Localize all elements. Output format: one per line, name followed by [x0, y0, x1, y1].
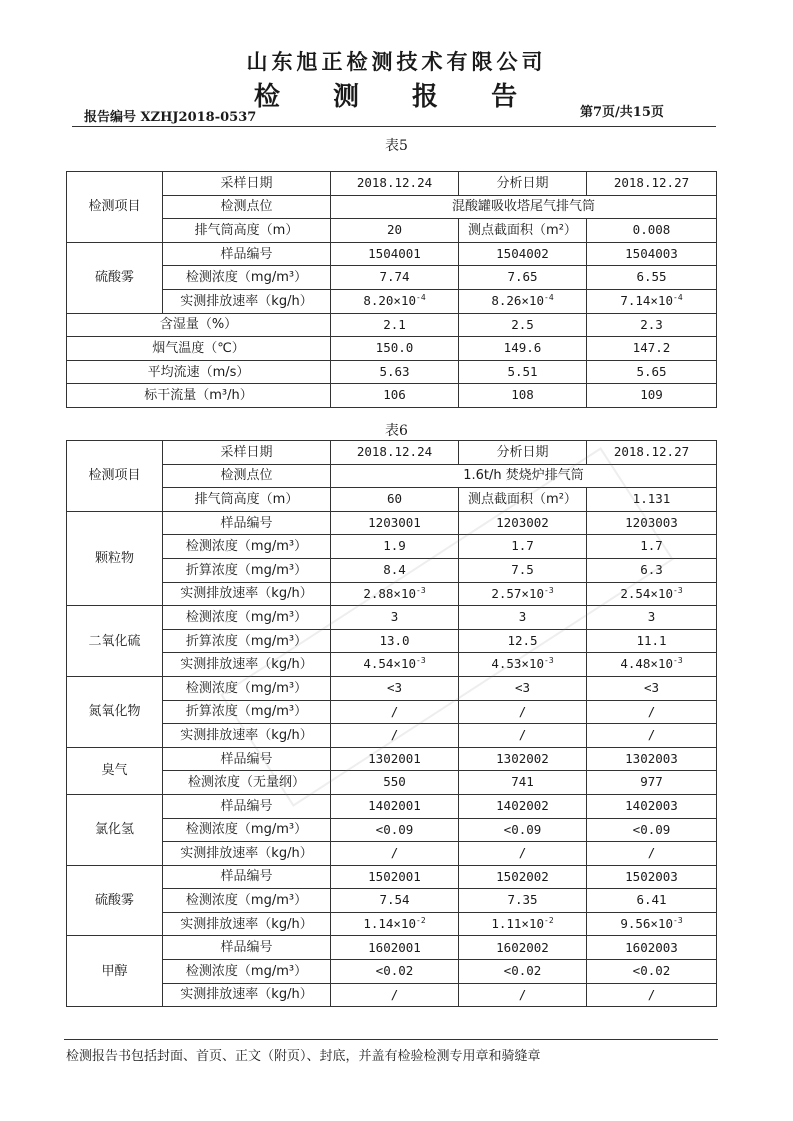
- table-row: [67, 488, 717, 512]
- rate-label: 实测排放速率（kg/h）: [163, 912, 331, 936]
- rate-value: $8.26\times 10^{-4}$: [459, 289, 587, 313]
- stack-height-label: 排气筒高度（m）: [163, 219, 331, 243]
- sample-no: 1203002: [459, 511, 587, 535]
- sample-no-label: 样品编号: [163, 936, 331, 960]
- conv-label: 折算浓度（mg/m³）: [163, 558, 331, 582]
- conc-label: 检测浓度（无量纲）: [163, 771, 331, 795]
- table-row: [67, 242, 717, 266]
- pollutant-name: 臭气: [67, 747, 163, 794]
- pollutant-name: 氮氧化物: [67, 676, 163, 747]
- flow-label: 标干流量（m³/h）: [67, 384, 331, 408]
- point-value: 1.6t/h 焚烧炉排气筒: [331, 464, 717, 488]
- conc-value: 7.35: [459, 889, 587, 913]
- conc-label: 检测浓度（mg/m³）: [163, 889, 331, 913]
- sample-date-label: 采样日期: [163, 172, 331, 196]
- table-row: [67, 289, 717, 313]
- conc-value: 7.65: [459, 266, 587, 290]
- pollutant-name: 硫酸雾: [67, 865, 163, 936]
- pollutant-name: 颗粒物: [67, 511, 163, 605]
- rate-value: $2.88\times 10^{-3}$: [331, 582, 459, 606]
- sample-no: 1504003: [587, 242, 717, 266]
- sample-date: 2018.12.24: [331, 441, 459, 465]
- conc-value: 6.41: [587, 889, 717, 913]
- table-row: [67, 441, 717, 465]
- conc-label: 检测浓度（mg/m³）: [163, 266, 331, 290]
- rate-label: 实测排放速率（kg/h）: [163, 653, 331, 677]
- moisture-label: 含湿量（%）: [67, 313, 331, 337]
- moisture-value: 2.5: [459, 313, 587, 337]
- table-row: [67, 653, 717, 677]
- page-indicator: 第7页/共15页: [580, 105, 664, 120]
- conc-label: 检测浓度（mg/m³）: [163, 535, 331, 559]
- table-row: [67, 582, 717, 606]
- sample-no: 1602003: [587, 936, 717, 960]
- rate-value: /: [587, 983, 717, 1007]
- conc-value: <0.02: [331, 960, 459, 984]
- rate-value: /: [331, 842, 459, 866]
- analysis-date-label: 分析日期: [459, 441, 587, 465]
- velocity-value: 5.63: [331, 360, 459, 384]
- sample-no-label: 样品编号: [163, 747, 331, 771]
- sample-no: 1504001: [331, 242, 459, 266]
- sample-no: 1502001: [331, 865, 459, 889]
- sample-no: 1402003: [587, 794, 717, 818]
- table-row: [67, 606, 717, 630]
- table-row: [67, 511, 717, 535]
- sample-no: 1203001: [331, 511, 459, 535]
- conc-value: 741: [459, 771, 587, 795]
- pollutant-name: 氯化氢: [67, 794, 163, 865]
- table-row: [67, 676, 717, 700]
- sample-no: 1402002: [459, 794, 587, 818]
- conc-value: <3: [331, 676, 459, 700]
- rate-label: 实测排放速率（kg/h）: [163, 842, 331, 866]
- table-row: [67, 889, 717, 913]
- conc-value: <0.09: [587, 818, 717, 842]
- stack-height: 60: [331, 488, 459, 512]
- flow-value: 106: [331, 384, 459, 408]
- velocity-label: 平均流速（m/s）: [67, 360, 331, 384]
- table-row: [67, 337, 717, 361]
- conc-value: <0.09: [459, 818, 587, 842]
- conc-value: <0.02: [459, 960, 587, 984]
- rate-value: $2.57\times 10^{-3}$: [459, 582, 587, 606]
- table-row: [67, 360, 717, 384]
- sample-no: 1602002: [459, 936, 587, 960]
- conv-value: /: [459, 700, 587, 724]
- report-title: 检 测 报 告: [253, 82, 540, 112]
- conc-value: 1.9: [331, 535, 459, 559]
- table-row: [67, 535, 717, 559]
- footer-note: 检测报告书包括封面、首页、正文（附页）、封底，并盖有检验检测专用章和骑缝章: [66, 1049, 541, 1064]
- point-label: 检测点位: [163, 195, 331, 219]
- conc-value: <0.02: [587, 960, 717, 984]
- sample-no-label: 样品编号: [163, 242, 331, 266]
- conc-value: 1.7: [459, 535, 587, 559]
- report-number: 报告编号 XZHJ2018-0537: [84, 110, 257, 125]
- rate-value: $9.56\times 10^{-3}$: [587, 912, 717, 936]
- conv-value: 7.5: [459, 558, 587, 582]
- conc-value: 6.55: [587, 266, 717, 290]
- sample-date-label: 采样日期: [163, 441, 331, 465]
- sample-no: 1203003: [587, 511, 717, 535]
- analysis-date: 2018.12.27: [587, 441, 717, 465]
- conc-value: 3: [331, 606, 459, 630]
- velocity-value: 5.51: [459, 360, 587, 384]
- rate-value: $4.54\times 10^{-3}$: [331, 653, 459, 677]
- table-row: [67, 747, 717, 771]
- table-row: [67, 724, 717, 748]
- rate-value: /: [459, 724, 587, 748]
- table5: [66, 171, 717, 408]
- footer-divider: [64, 1039, 718, 1040]
- rate-value: /: [459, 842, 587, 866]
- header-divider: [72, 126, 716, 127]
- sample-no-label: 样品编号: [163, 794, 331, 818]
- rate-value: /: [459, 983, 587, 1007]
- rate-value: $1.14\times 10^{-2}$: [331, 912, 459, 936]
- rate-label: 实测排放速率（kg/h）: [163, 582, 331, 606]
- conc-label: 检测浓度（mg/m³）: [163, 818, 331, 842]
- pollutant-name: 二氧化硫: [67, 606, 163, 677]
- conc-label: 检测浓度（mg/m³）: [163, 960, 331, 984]
- sample-no: 1602001: [331, 936, 459, 960]
- conv-value: 11.1: [587, 629, 717, 653]
- conc-value: <3: [587, 676, 717, 700]
- table-row: [67, 771, 717, 795]
- conc-label: 检测浓度（mg/m³）: [163, 676, 331, 700]
- rate-value: $4.53\times 10^{-3}$: [459, 653, 587, 677]
- table-row: [67, 936, 717, 960]
- rate-value: $4.48\times 10^{-3}$: [587, 653, 717, 677]
- table-row: [67, 983, 717, 1007]
- table-row: [67, 195, 717, 219]
- conv-value: /: [587, 700, 717, 724]
- conv-label: 折算浓度（mg/m³）: [163, 629, 331, 653]
- rate-value: $8.20\times 10^{-4}$: [331, 289, 459, 313]
- company-name: 山东旭正检测技术有限公司: [246, 49, 547, 74]
- stack-height: 20: [331, 219, 459, 243]
- sample-no: 1504002: [459, 242, 587, 266]
- conv-value: 12.5: [459, 629, 587, 653]
- velocity-value: 5.65: [587, 360, 717, 384]
- rate-value: /: [587, 724, 717, 748]
- sample-no: 1302003: [587, 747, 717, 771]
- point-label: 检测点位: [163, 464, 331, 488]
- temp-value: 149.6: [459, 337, 587, 361]
- table-row: [67, 842, 717, 866]
- analysis-date: 2018.12.27: [587, 172, 717, 196]
- rate-value: $7.14\times 10^{-4}$: [587, 289, 717, 313]
- analysis-date-label: 分析日期: [459, 172, 587, 196]
- table-row: [67, 629, 717, 653]
- conc-value: 3: [459, 606, 587, 630]
- rate-value: /: [331, 724, 459, 748]
- item-label: 检测项目: [67, 441, 163, 512]
- table-row: [67, 172, 717, 196]
- flow-value: 108: [459, 384, 587, 408]
- section-area: 1.131: [587, 488, 717, 512]
- sample-no-label: 样品编号: [163, 865, 331, 889]
- table-row: [67, 818, 717, 842]
- conv-value: /: [331, 700, 459, 724]
- flow-value: 109: [587, 384, 717, 408]
- conc-value: 977: [587, 771, 717, 795]
- pollutant-name: 甲醇: [67, 936, 163, 1007]
- table-row: [67, 700, 717, 724]
- table5-caption: 表5: [385, 138, 408, 154]
- conv-value: 6.3: [587, 558, 717, 582]
- conv-value: 8.4: [331, 558, 459, 582]
- table-row: [67, 266, 717, 290]
- rate-value: /: [331, 983, 459, 1007]
- sample-no: 1302002: [459, 747, 587, 771]
- rate-label: 实测排放速率（kg/h）: [163, 724, 331, 748]
- table-row: [67, 960, 717, 984]
- conc-value: 3: [587, 606, 717, 630]
- table-row: [67, 865, 717, 889]
- table-row: [67, 912, 717, 936]
- section-area-label: 测点截面积（m²）: [459, 219, 587, 243]
- item-label: 检测项目: [67, 172, 163, 243]
- sample-no-label: 样品编号: [163, 511, 331, 535]
- conc-value: 7.74: [331, 266, 459, 290]
- rate-label: 实测排放速率（kg/h）: [163, 289, 331, 313]
- conc-value: <3: [459, 676, 587, 700]
- conc-value: 1.7: [587, 535, 717, 559]
- moisture-value: 2.3: [587, 313, 717, 337]
- moisture-value: 2.1: [331, 313, 459, 337]
- table-row: [67, 794, 717, 818]
- table-row: [67, 313, 717, 337]
- temp-value: 150.0: [331, 337, 459, 361]
- point-value: 混酸罐吸收塔尾气排气筒: [331, 195, 717, 219]
- conc-label: 检测浓度（mg/m³）: [163, 606, 331, 630]
- table6: [66, 440, 717, 1007]
- stack-height-label: 排气筒高度（m）: [163, 488, 331, 512]
- temp-value: 147.2: [587, 337, 717, 361]
- sample-date: 2018.12.24: [331, 172, 459, 196]
- conc-value: 550: [331, 771, 459, 795]
- sample-no: 1302001: [331, 747, 459, 771]
- rate-value: /: [587, 842, 717, 866]
- table-row: [67, 219, 717, 243]
- conc-value: 7.54: [331, 889, 459, 913]
- table-row: [67, 558, 717, 582]
- conv-label: 折算浓度（mg/m³）: [163, 700, 331, 724]
- conv-value: 13.0: [331, 629, 459, 653]
- temp-label: 烟气温度（℃）: [67, 337, 331, 361]
- sample-no: 1502002: [459, 865, 587, 889]
- section-area: 0.008: [587, 219, 717, 243]
- pollutant-name: 硫酸雾: [67, 242, 163, 313]
- rate-label: 实测排放速率（kg/h）: [163, 983, 331, 1007]
- conc-value: <0.09: [331, 818, 459, 842]
- table6-caption: 表6: [385, 423, 408, 439]
- sample-no: 1402001: [331, 794, 459, 818]
- section-area-label: 测点截面积（m²）: [459, 488, 587, 512]
- rate-value: $2.54\times 10^{-3}$: [587, 582, 717, 606]
- sample-no: 1502003: [587, 865, 717, 889]
- table-row: [67, 384, 717, 408]
- rate-value: $1.11\times 10^{-2}$: [459, 912, 587, 936]
- table-row: [67, 464, 717, 488]
